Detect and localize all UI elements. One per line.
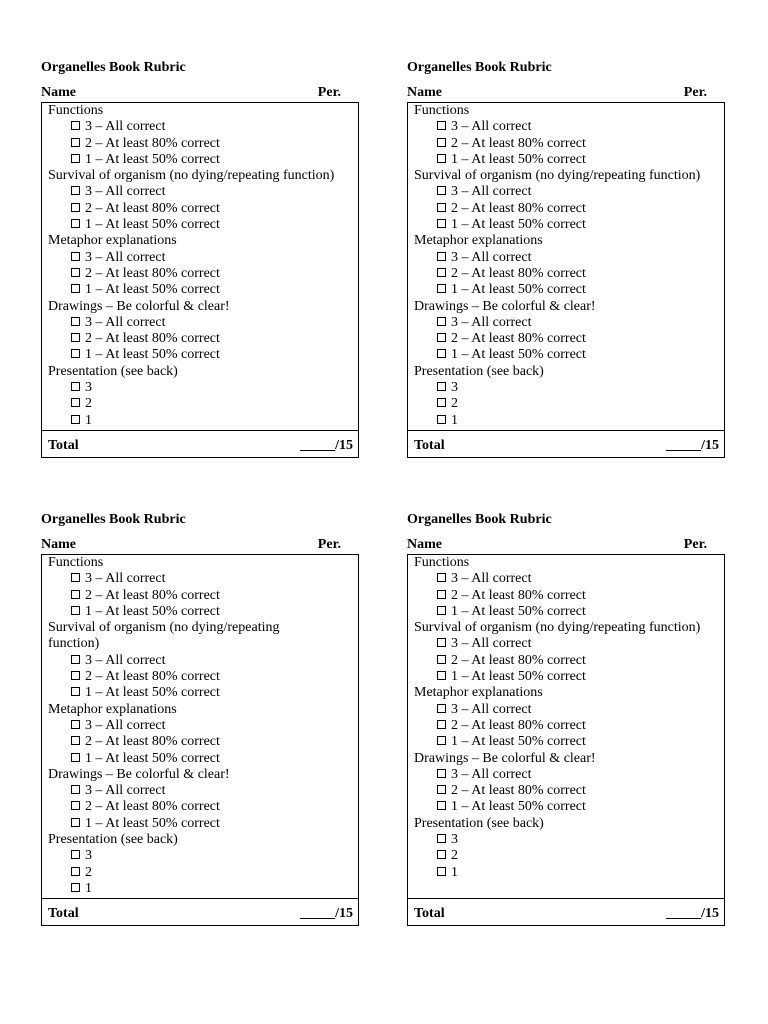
option-label: 1 – At least 50% correct: [451, 217, 586, 233]
total-label: Total: [48, 438, 79, 453]
rubric-option[interactable]: [414, 865, 720, 881]
option-label: 2 – At least 80% correct: [85, 799, 220, 815]
rubric-option[interactable]: [414, 718, 720, 734]
option-label: 2 – At least 80% correct: [451, 783, 586, 799]
rubric-option[interactable]: [414, 136, 720, 152]
criterion-title: Survival of organism (no dying/repeating function): [48, 168, 335, 184]
option-label: 2 – At least 80% correct: [85, 200, 220, 216]
total-score: _____/15: [666, 438, 719, 453]
option-label: 1 – At least 50% correct: [85, 217, 220, 233]
checkbox-icon[interactable]: [437, 867, 446, 876]
rubric-option[interactable]: [48, 734, 354, 750]
period-label: Per.: [683, 85, 707, 100]
rubric-option[interactable]: [48, 184, 354, 200]
checkbox-icon[interactable]: [437, 219, 446, 228]
rubric-title: Organelles Book Rubric: [41, 512, 186, 527]
checkbox-icon[interactable]: [437, 203, 446, 212]
checkbox-icon[interactable]: [71, 655, 80, 664]
total-row: [42, 898, 358, 925]
rubric-option[interactable]: [414, 152, 720, 168]
checkbox-icon[interactable]: [71, 883, 80, 892]
checkbox-icon[interactable]: [437, 606, 446, 615]
criteria-list: [408, 103, 724, 430]
rubric-option[interactable]: [414, 702, 720, 718]
checkbox-icon[interactable]: [71, 349, 80, 358]
option-label: 1: [85, 880, 92, 896]
criterion-title: Drawings – Be colorful & clear!: [48, 766, 230, 782]
rubric-option[interactable]: [48, 685, 354, 701]
checkbox-icon[interactable]: [71, 736, 80, 745]
checkbox-icon[interactable]: [437, 736, 446, 745]
option-label: 2: [451, 396, 458, 412]
rubric-option[interactable]: [414, 184, 720, 200]
option-label: 3: [85, 380, 92, 396]
rubric-box: [41, 554, 359, 926]
rubric-option[interactable]: [414, 604, 720, 620]
total-label: Total: [414, 438, 445, 453]
option-label: 3 – All correct: [451, 249, 532, 265]
criterion-title: Survival of organism (no dying/repeating: [48, 620, 280, 636]
rubric-option[interactable]: [48, 718, 354, 734]
option-label: 3 – All correct: [85, 184, 166, 200]
option-label: 1 – At least 50% correct: [451, 734, 586, 750]
rubric-option[interactable]: [414, 282, 720, 298]
total-row: [408, 430, 724, 457]
rubric-option[interactable]: [48, 783, 354, 799]
checkbox-icon[interactable]: [437, 154, 446, 163]
criterion-title: Functions: [414, 555, 470, 570]
rubric-option[interactable]: [414, 653, 720, 669]
option-label: 3 – All correct: [451, 119, 532, 135]
option-label: 3 – All correct: [85, 571, 166, 587]
rubric-option[interactable]: [48, 604, 354, 620]
option-label: 1: [451, 864, 458, 880]
option-label: 3 – All correct: [451, 184, 532, 200]
criterion-title-continued: function): [48, 636, 100, 652]
rubric-title: Organelles Book Rubric: [407, 60, 552, 75]
rubric-option[interactable]: [414, 669, 720, 685]
option-label: 1 – At least 50% correct: [85, 815, 220, 831]
rubric-option[interactable]: [48, 152, 354, 168]
criterion-title: Presentation (see back): [414, 815, 544, 831]
rubric-option[interactable]: [48, 588, 354, 604]
checkbox-icon[interactable]: [71, 333, 80, 342]
checkbox-icon[interactable]: [437, 268, 446, 277]
option-label: 1 – At least 50% correct: [85, 347, 220, 363]
rubric-option[interactable]: [414, 331, 720, 347]
criterion-title: Drawings – Be colorful & clear!: [414, 750, 596, 766]
option-label: 3 – All correct: [85, 249, 166, 265]
criterion-title: Presentation (see back): [414, 363, 544, 379]
criterion-title: Functions: [414, 103, 470, 118]
checkbox-icon[interactable]: [71, 415, 80, 424]
rubric-option[interactable]: [414, 848, 720, 864]
option-label: 3 – All correct: [451, 571, 532, 587]
option-label: 1: [451, 412, 458, 428]
checkbox-icon[interactable]: [71, 219, 80, 228]
rubric-option[interactable]: [48, 217, 354, 233]
checkbox-icon[interactable]: [437, 785, 446, 794]
option-label: 2: [451, 848, 458, 864]
checkbox-icon[interactable]: [71, 671, 80, 680]
name-label: Name: [41, 537, 76, 552]
option-label: 1 – At least 50% correct: [85, 282, 220, 298]
option-label: 1: [85, 412, 92, 428]
rubric-option[interactable]: [48, 315, 354, 331]
rubric-option[interactable]: [48, 250, 354, 266]
rubric-option[interactable]: [48, 266, 354, 282]
option-label: 3: [451, 380, 458, 396]
name-row: [41, 536, 371, 554]
checkbox-icon[interactable]: [437, 121, 446, 130]
option-label: 1 – At least 50% correct: [451, 603, 586, 619]
rubric-option[interactable]: [414, 799, 720, 815]
checkbox-icon[interactable]: [437, 349, 446, 358]
rubric-option[interactable]: [414, 347, 720, 363]
criterion-title: Survival of organism (no dying/repeating function): [414, 620, 701, 636]
rubric-option[interactable]: [48, 119, 354, 135]
rubric-box: [41, 102, 359, 458]
option-label: 1 – At least 50% correct: [451, 347, 586, 363]
rubric-title: Organelles Book Rubric: [41, 60, 186, 75]
checkbox-icon[interactable]: [437, 573, 446, 582]
option-label: 2 – At least 80% correct: [451, 265, 586, 281]
option-label: 3: [451, 832, 458, 848]
checkbox-icon[interactable]: [437, 317, 446, 326]
rubric-option[interactable]: [414, 119, 720, 135]
option-label: 2 – At least 80% correct: [451, 652, 586, 668]
option-label: 3 – All correct: [85, 119, 166, 135]
rubric-option[interactable]: [414, 571, 720, 587]
checkbox-icon[interactable]: [437, 769, 446, 778]
rubric-card: [41, 59, 371, 458]
rubric-option[interactable]: [48, 865, 354, 881]
checkbox-icon[interactable]: [437, 720, 446, 729]
option-label: 2 – At least 80% correct: [85, 669, 220, 685]
rubric-option[interactable]: [48, 669, 354, 685]
checkbox-icon[interactable]: [71, 398, 80, 407]
option-label: 1 – At least 50% correct: [451, 669, 586, 685]
checkbox-icon[interactable]: [437, 252, 446, 261]
option-label: 1 – At least 50% correct: [85, 151, 220, 167]
option-label: 2: [85, 864, 92, 880]
option-label: 3 – All correct: [85, 314, 166, 330]
checkbox-icon[interactable]: [71, 154, 80, 163]
option-label: 3 – All correct: [451, 701, 532, 717]
criteria-list: [42, 555, 358, 898]
checkbox-icon[interactable]: [71, 606, 80, 615]
checkbox-icon[interactable]: [437, 590, 446, 599]
total-score: _____/15: [300, 906, 353, 921]
rubric-option[interactable]: [48, 848, 354, 864]
option-label: 1 – At least 50% correct: [451, 282, 586, 298]
rubric-title: Organelles Book Rubric: [407, 512, 552, 527]
criteria-list: [408, 555, 724, 898]
total-label: Total: [414, 906, 445, 921]
checkbox-icon[interactable]: [437, 333, 446, 342]
criterion-title: Functions: [48, 103, 104, 118]
checkbox-icon[interactable]: [71, 687, 80, 696]
total-row: [42, 430, 358, 457]
option-label: 2 – At least 80% correct: [451, 200, 586, 216]
rubric-option[interactable]: [48, 881, 354, 897]
checkbox-icon[interactable]: [71, 867, 80, 876]
total-score: _____/15: [666, 906, 719, 921]
checkbox-icon[interactable]: [437, 186, 446, 195]
option-label: 1 – At least 50% correct: [85, 603, 220, 619]
option-label: 2 – At least 80% correct: [451, 331, 586, 347]
checkbox-icon[interactable]: [437, 138, 446, 147]
option-label: 3 – All correct: [85, 717, 166, 733]
total-row: [408, 898, 724, 925]
rubric-option[interactable]: [414, 380, 720, 396]
criterion-title: Metaphor explanations: [414, 233, 543, 249]
checkbox-icon[interactable]: [71, 268, 80, 277]
rubric-option[interactable]: [48, 282, 354, 298]
criterion-title: Drawings – Be colorful & clear!: [48, 298, 230, 314]
checkbox-icon[interactable]: [437, 850, 446, 859]
option-label: 3 – All correct: [85, 783, 166, 799]
rubric-option[interactable]: [414, 636, 720, 652]
criterion-title: Metaphor explanations: [414, 685, 543, 701]
rubric-option[interactable]: [48, 751, 354, 767]
rubric-option[interactable]: [414, 413, 720, 429]
checkbox-icon[interactable]: [437, 284, 446, 293]
rubric-card: [407, 59, 737, 458]
option-label: 2 – At least 80% correct: [85, 331, 220, 347]
criterion-title: Presentation (see back): [48, 832, 178, 848]
rubric-option[interactable]: [48, 380, 354, 396]
checkbox-icon[interactable]: [71, 850, 80, 859]
rubric-option[interactable]: [48, 799, 354, 815]
rubric-option[interactable]: [414, 588, 720, 604]
name-row: [407, 84, 737, 102]
checkbox-icon[interactable]: [437, 655, 446, 664]
rubric-option[interactable]: [48, 571, 354, 587]
rubric-option[interactable]: [414, 396, 720, 412]
rubric-option[interactable]: [414, 767, 720, 783]
checkbox-icon[interactable]: [71, 203, 80, 212]
rubric-option[interactable]: [48, 201, 354, 217]
option-label: 2 – At least 80% correct: [85, 587, 220, 603]
rubric-card: [41, 511, 371, 926]
criterion-title: Metaphor explanations: [48, 701, 177, 717]
option-label: 2 – At least 80% correct: [451, 135, 586, 151]
option-label: 3 – All correct: [451, 314, 532, 330]
checkbox-icon[interactable]: [71, 590, 80, 599]
checkbox-icon[interactable]: [71, 785, 80, 794]
rubric-option[interactable]: [414, 315, 720, 331]
checkbox-icon[interactable]: [71, 801, 80, 810]
option-label: 1 – At least 50% correct: [85, 750, 220, 766]
checkbox-icon[interactable]: [71, 252, 80, 261]
rubric-option[interactable]: [48, 396, 354, 412]
option-label: 3 – All correct: [451, 636, 532, 652]
rubric-option[interactable]: [48, 413, 354, 429]
criterion-title: Drawings – Be colorful & clear!: [414, 298, 596, 314]
rubric-option[interactable]: [414, 734, 720, 750]
checkbox-icon[interactable]: [71, 753, 80, 762]
rubric-box: [407, 554, 725, 926]
option-label: 3 – All correct: [85, 652, 166, 668]
checkbox-icon[interactable]: [437, 801, 446, 810]
criterion-title: Survival of organism (no dying/repeating function): [414, 168, 701, 184]
checkbox-icon[interactable]: [437, 382, 446, 391]
period-label: Per.: [683, 537, 707, 552]
checkbox-icon[interactable]: [71, 720, 80, 729]
total-score: _____/15: [300, 438, 353, 453]
option-label: 2 – At least 80% correct: [85, 135, 220, 151]
checkbox-icon[interactable]: [71, 573, 80, 582]
name-row: [407, 536, 737, 554]
rubric-card: [407, 511, 737, 926]
criterion-title: Metaphor explanations: [48, 233, 177, 249]
option-label: 3: [85, 848, 92, 864]
option-label: 3 – All correct: [451, 766, 532, 782]
checkbox-icon[interactable]: [437, 415, 446, 424]
option-label: 2 – At least 80% correct: [451, 587, 586, 603]
rubric-option[interactable]: [414, 832, 720, 848]
rubric-option[interactable]: [48, 653, 354, 669]
rubric-option[interactable]: [414, 783, 720, 799]
checkbox-icon[interactable]: [71, 121, 80, 130]
rubric-option[interactable]: [414, 250, 720, 266]
option-label: 2: [85, 396, 92, 412]
rubric-option[interactable]: [414, 217, 720, 233]
rubric-option[interactable]: [48, 136, 354, 152]
checkbox-icon[interactable]: [71, 284, 80, 293]
criteria-list: [42, 103, 358, 430]
option-label: 1 – At least 50% correct: [451, 151, 586, 167]
option-label: 1 – At least 50% correct: [85, 685, 220, 701]
criterion-title: Presentation (see back): [48, 363, 178, 379]
name-label: Name: [407, 537, 442, 552]
checkbox-icon[interactable]: [437, 638, 446, 647]
rubric-option[interactable]: [414, 266, 720, 282]
option-label: 2 – At least 80% correct: [85, 734, 220, 750]
option-label: 2 – At least 80% correct: [85, 265, 220, 281]
option-label: 2 – At least 80% correct: [451, 717, 586, 733]
rubric-option[interactable]: [48, 816, 354, 832]
rubric-option[interactable]: [48, 331, 354, 347]
rubric-option[interactable]: [414, 201, 720, 217]
checkbox-icon[interactable]: [437, 398, 446, 407]
option-label: 1 – At least 50% correct: [451, 799, 586, 815]
checkbox-icon[interactable]: [71, 186, 80, 195]
rubric-option[interactable]: [48, 347, 354, 363]
name-label: Name: [407, 85, 442, 100]
checkbox-icon[interactable]: [71, 818, 80, 827]
checkbox-icon[interactable]: [71, 317, 80, 326]
criterion-title: Functions: [48, 555, 104, 570]
checkbox-icon[interactable]: [437, 671, 446, 680]
name-row: [41, 84, 371, 102]
period-label: Per.: [317, 537, 341, 552]
rubric-box: [407, 102, 725, 458]
period-label: Per.: [317, 85, 341, 100]
checkbox-icon[interactable]: [71, 382, 80, 391]
checkbox-icon[interactable]: [71, 138, 80, 147]
checkbox-icon[interactable]: [437, 704, 446, 713]
name-label: Name: [41, 85, 76, 100]
checkbox-icon[interactable]: [437, 834, 446, 843]
total-label: Total: [48, 906, 79, 921]
